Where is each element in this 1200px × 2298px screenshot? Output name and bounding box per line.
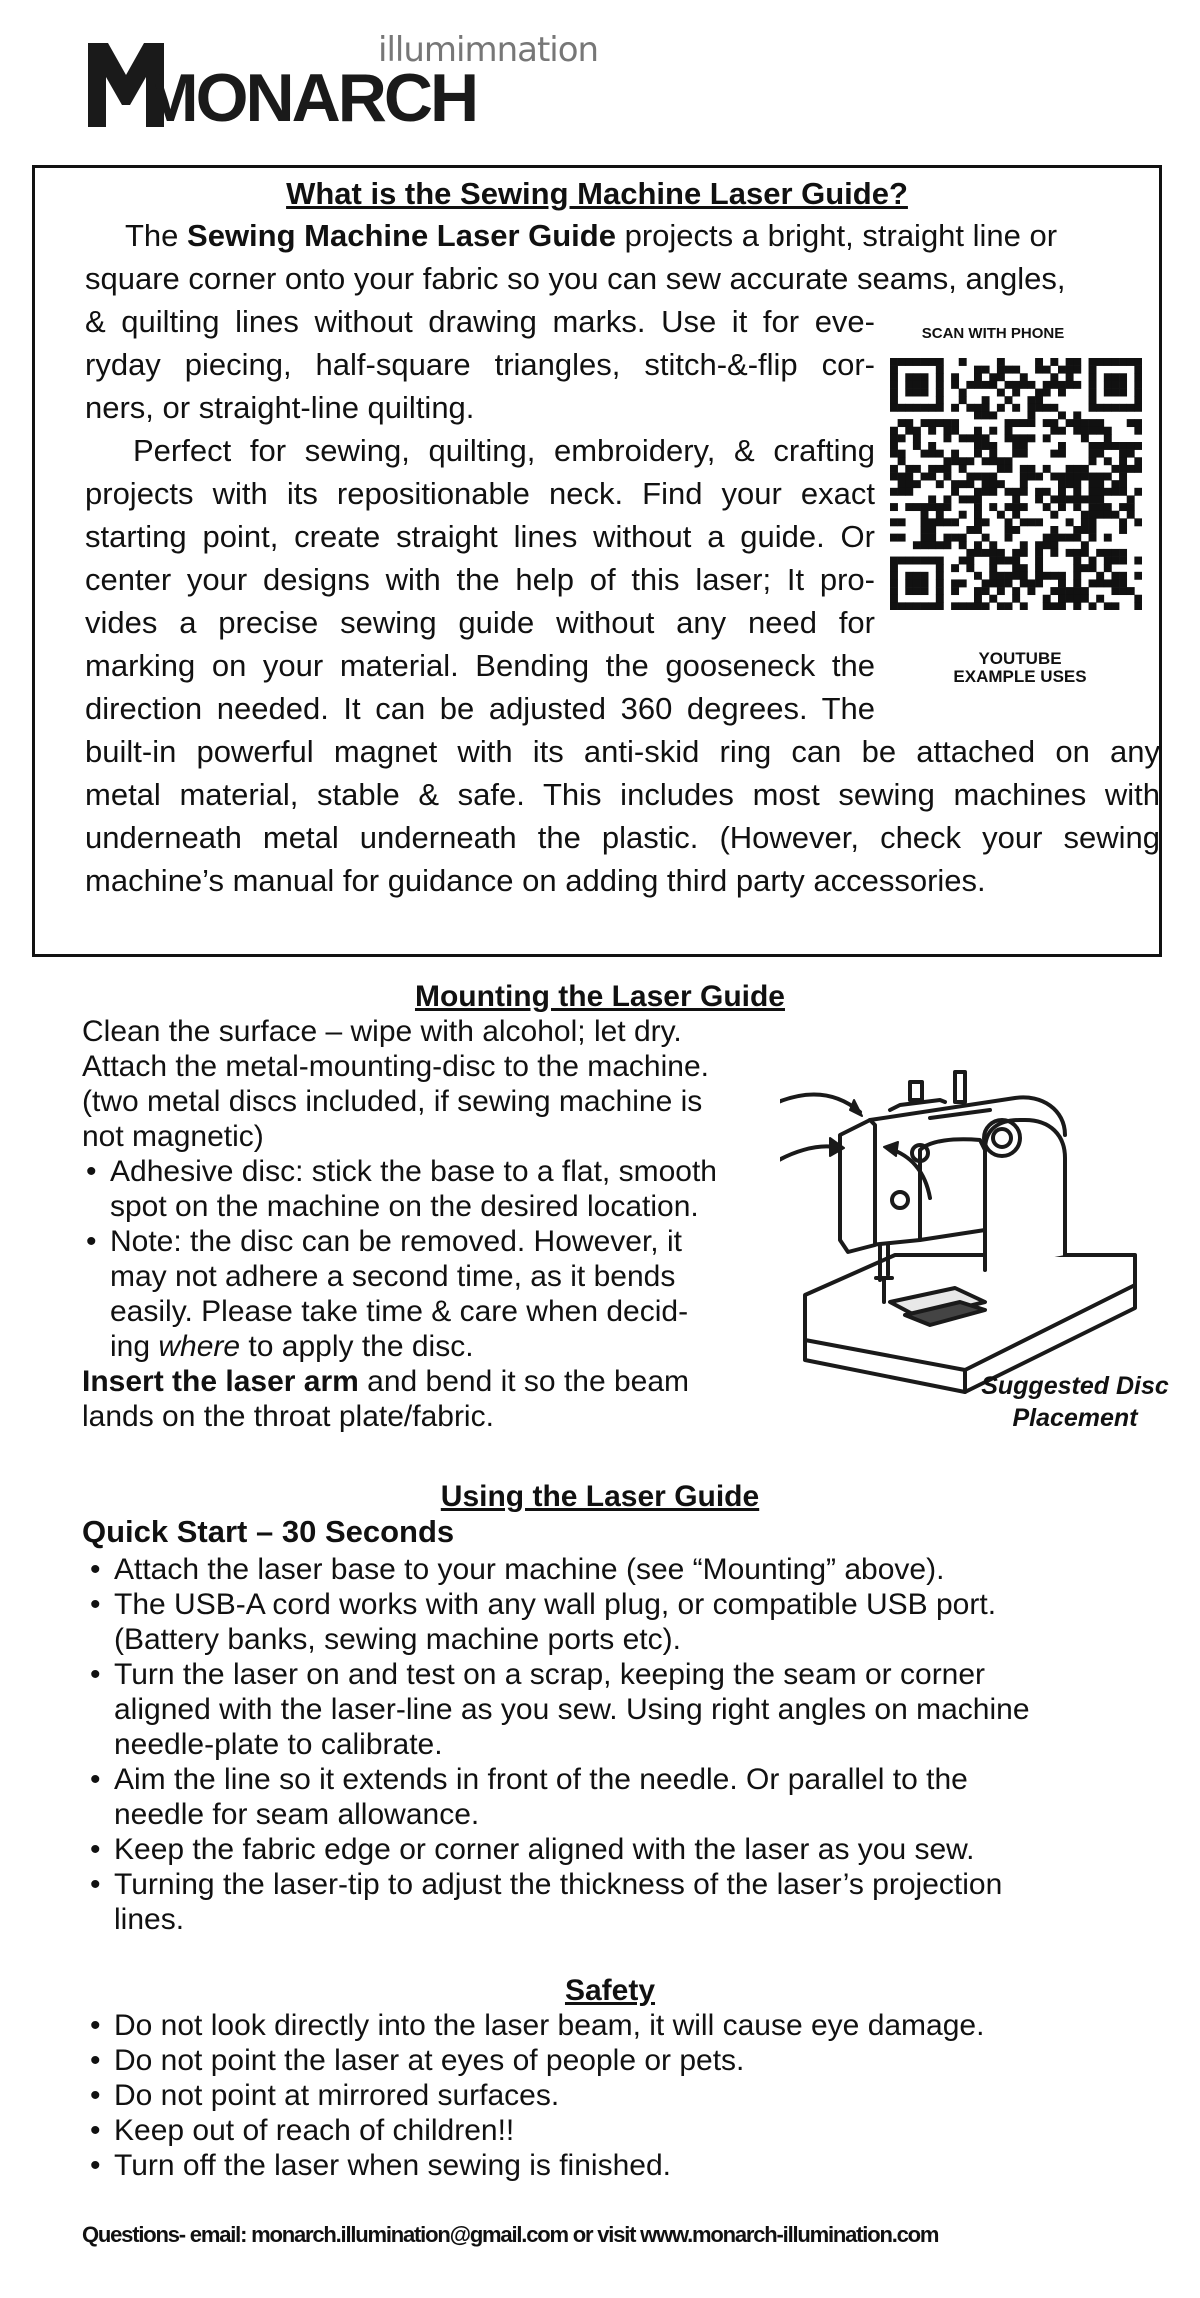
qr-youtube-label: YOUTUBE EXAMPLE USES (953, 649, 1087, 686)
footer-contact[interactable]: Questions- email: monarch.illumination@gmail.com or visit www.monarch-illumination.com (82, 2222, 939, 2247)
list-item: • Turning the laser-tip to adjust the thickness of the laser’s projection lines. (86, 1867, 1176, 1937)
sewing-machine-illustration (780, 1040, 1180, 1440)
illustration-caption: Suggested Disc Placement (981, 1372, 1169, 1432)
list-item: • Do not look directly into the laser beam, it will cause eye damage. (86, 2008, 1176, 2043)
list-item: • Keep out of reach of children!! (86, 2113, 1176, 2148)
brand-logo (86, 30, 599, 136)
using-list (86, 1552, 1176, 1937)
brand-name: MONARCH (142, 60, 477, 136)
list-item: • Adhesive disc: stick the base to a flat, smooth spot on the machine on the desired location. (82, 1154, 802, 1224)
list-item: • The USB-A cord works with any wall plug, or compatible USB port. (Battery banks, sewing machine ports etc). (86, 1587, 1176, 1657)
mounting-bullets (82, 1154, 802, 1364)
list-item: • Keep the fabric edge or corner aligned with the laser as you sew. (86, 1832, 1176, 1867)
brand-tagline: illumimnation (378, 30, 599, 70)
safety-title: Safety (564, 1974, 656, 2007)
using-title: Using the Laser Guide (440, 1480, 760, 1513)
list-item: • Do not point at mirrored surfaces. (86, 2078, 1176, 2113)
list-item: • Note: the disc can be removed. However, it may not adhere a second time, as it bends easily. Please take time & care when decid- ing where to apply the disc. (82, 1224, 802, 1364)
list-item: • Attach the laser base to your machine (see “Mounting” above). (86, 1552, 1176, 1587)
intro-box (32, 165, 1162, 957)
mounting-title: Mounting the Laser Guide (414, 980, 785, 1013)
qr-code[interactable] (890, 358, 1142, 610)
intro-paragraph-1-wrap: & quilting lines without drawing marks. Use it for eve- ryday piecing, half-square triangles, stitch-&-flip cor- ners, or straight-line quilting. (85, 304, 875, 425)
list-item: • Turn off the laser when sewing is finished. (86, 2148, 1176, 2183)
qr-code-icon (890, 358, 1142, 610)
list-item: • Aim the line so it extends in front of the needle. Or parallel to the needle for seam allowance. (86, 1762, 1176, 1832)
safety-list (86, 2008, 1176, 2183)
list-item: • Do not point the laser at eyes of people or pets. (86, 2043, 1176, 2078)
mounting-text: Clean the surface – wipe with alcohol; let dry. Attach the metal-mounting-disc to the machine. (two metal discs included, if sewing machine is not magnetic) • Adhesive disc: stick the base to a flat, smooth spot on the machine on the desired location. • Note: the disc can be removed. However, it may not adhere a second time, as it bends easily. Please take time & care when decid- ing where to apply the disc. Insert the laser arm and bend it so the beam lands on the throat plate/fabric. (82, 1014, 802, 1434)
intro-paragraph-2-wide: built-in powerful magnet with its anti-skid ring can be attached on any metal material, stable & safe. This includes most sewing machines with underneath metal underneath the plastic. (However, check your sewing machine’s manual for guidance on adding third party accessories. (85, 734, 1160, 898)
intro-paragraph-2: Perfect for sewing, quilting, embroidery, & crafting projects with its repositionable neck. Find your exact starting point, create straight lines without a guide. Or center your designs with the help of this laser; It pro- vides a precise sewing guide without any need for marking on your material. Bending the gooseneck the direction needed. It can be adjusted 360 degrees. The (85, 433, 875, 726)
qr-scan-label: SCAN WITH PHONE (921, 325, 1065, 342)
list-item: • Turn the laser on and test on a scrap, keeping the seam or corner aligned with the laser-line as you sew. Using right angles on machine needle-plate to calibrate. (86, 1657, 1176, 1762)
intro-title: What is the Sewing Machine Laser Guide? (286, 176, 908, 211)
quick-start-heading: Quick Start – 30 Seconds (82, 1514, 455, 1549)
intro-paragraph-1: The Sewing Machine Laser Guide projects a bright, straight line or square corner onto your fabric so you can sew accurate seams, angles, (85, 218, 1066, 296)
safety-bullets (86, 2008, 1176, 2183)
using-bullets (86, 1552, 1176, 1937)
